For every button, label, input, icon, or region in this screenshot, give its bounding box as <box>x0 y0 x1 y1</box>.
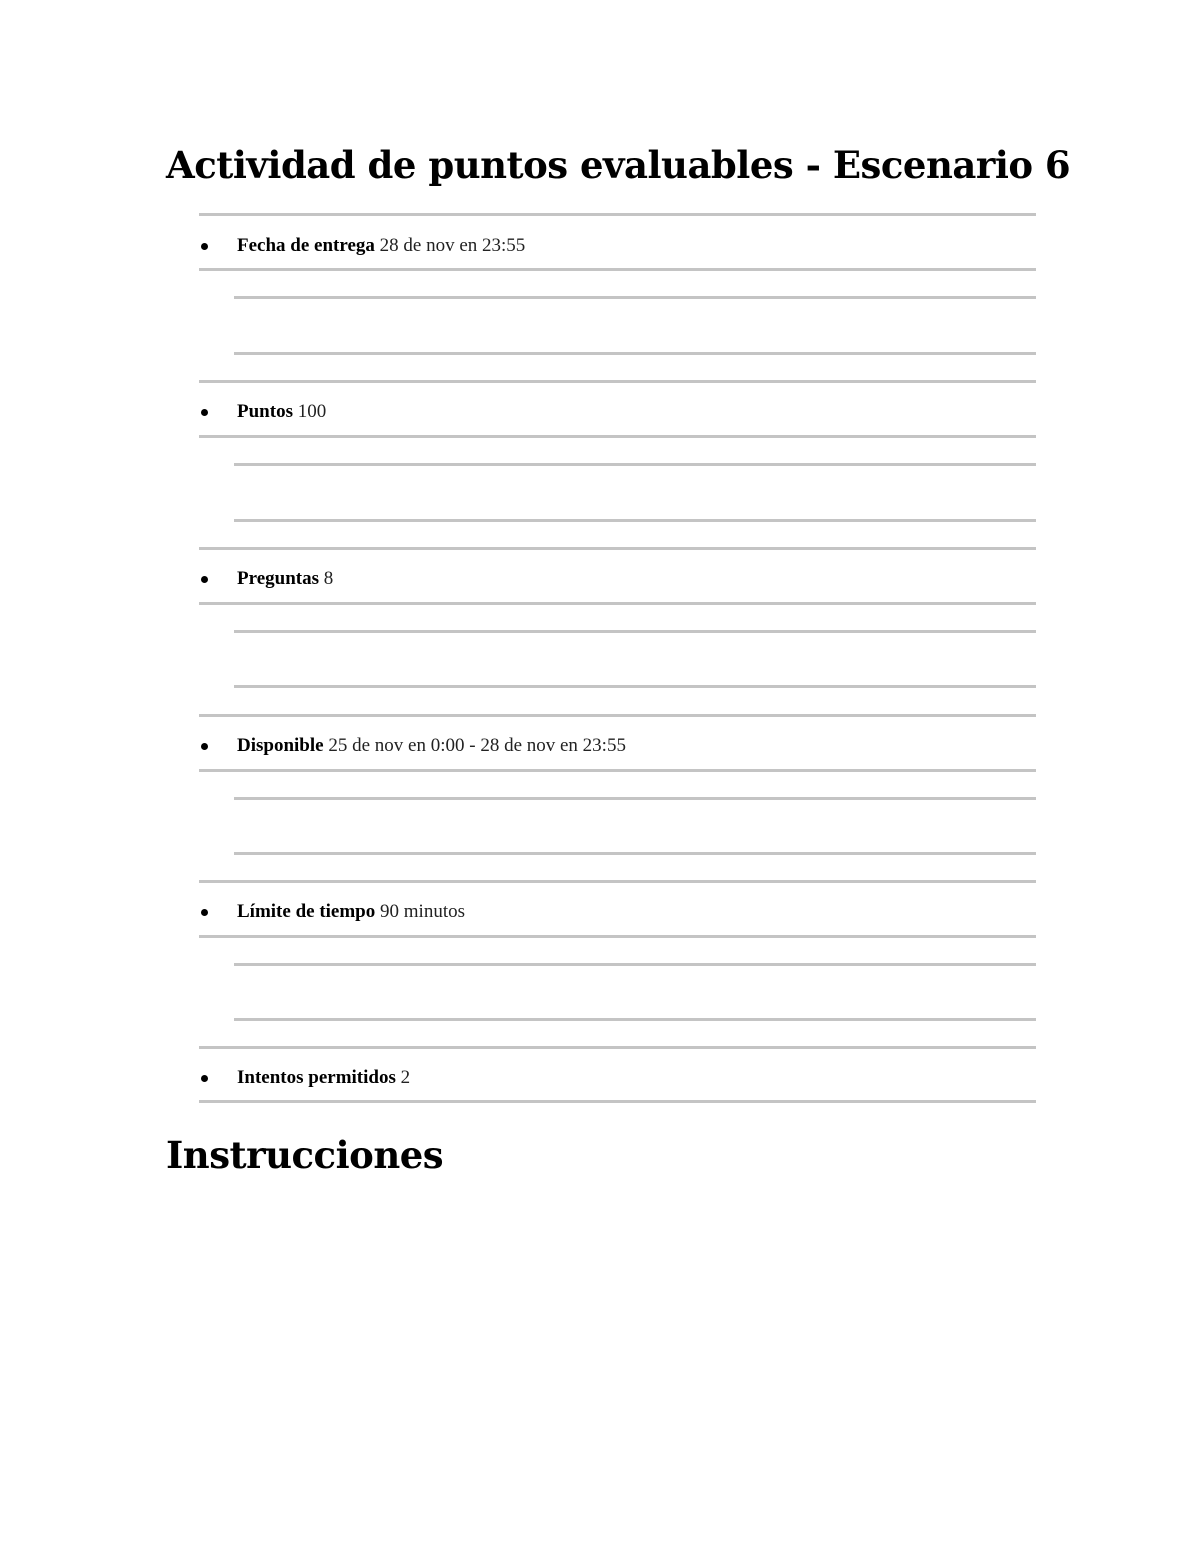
detail-item-points <box>199 397 1036 427</box>
page-title: Actividad de puntos evaluables - Escenario 6 <box>166 143 1071 187</box>
detail-label: Puntos <box>237 401 293 422</box>
detail-label: Preguntas <box>237 568 319 589</box>
detail-value: 100 <box>297 401 327 422</box>
detail-value: 25 de nov en 0:00 - 28 de nov en 23:55 <box>328 735 626 756</box>
bullet-icon <box>201 1075 208 1082</box>
divider <box>234 352 1036 355</box>
detail-label: Intentos permitidos <box>237 1067 396 1088</box>
bullet-icon <box>201 409 208 416</box>
divider <box>234 685 1036 688</box>
divider <box>199 1046 1036 1049</box>
detail-value: 28 de nov en 23:55 <box>379 235 526 256</box>
detail-value: 2 <box>400 1067 411 1088</box>
divider <box>199 547 1036 550</box>
divider <box>199 714 1036 717</box>
detail-item-due-date <box>199 231 1036 261</box>
divider <box>199 380 1036 383</box>
divider <box>234 1018 1036 1021</box>
detail-value: 90 minutos <box>380 901 465 922</box>
divider <box>234 630 1036 633</box>
bullet-icon <box>201 576 208 583</box>
bullet-icon <box>201 243 208 250</box>
detail-item-questions <box>199 564 1036 594</box>
bullet-icon <box>201 743 208 750</box>
divider <box>199 602 1036 605</box>
bullet-icon <box>201 909 208 916</box>
detail-label: Límite de tiempo <box>237 901 376 922</box>
detail-item-available <box>199 731 1036 761</box>
divider <box>234 296 1036 299</box>
divider <box>199 880 1036 883</box>
divider <box>234 797 1036 800</box>
divider <box>234 852 1036 855</box>
divider <box>234 463 1036 466</box>
detail-item-attempts <box>199 1063 1036 1093</box>
detail-label: Fecha de entrega <box>237 235 375 256</box>
divider <box>199 213 1036 216</box>
divider <box>199 935 1036 938</box>
divider <box>199 769 1036 772</box>
divider <box>199 1100 1036 1103</box>
divider <box>199 268 1036 271</box>
divider <box>234 519 1036 522</box>
instructions-heading: Instrucciones <box>166 1133 444 1177</box>
detail-item-time-limit <box>199 897 1036 927</box>
detail-value: 8 <box>323 568 334 589</box>
detail-label: Disponible <box>237 735 324 756</box>
divider <box>234 963 1036 966</box>
divider <box>199 435 1036 438</box>
